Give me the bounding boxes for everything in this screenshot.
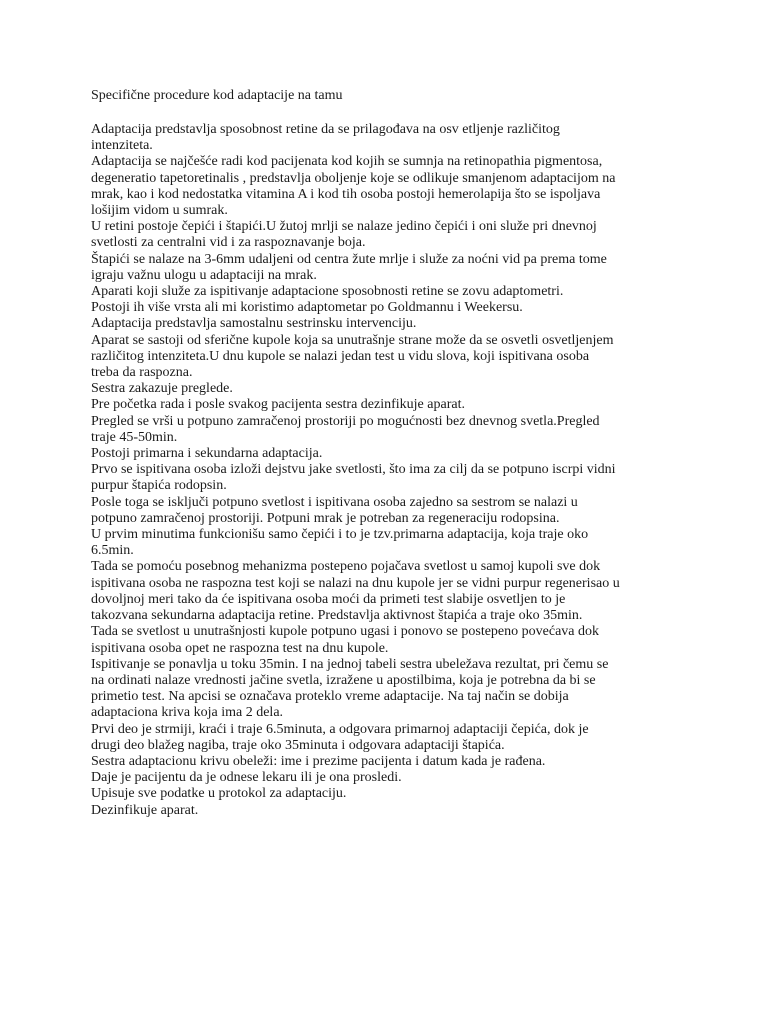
paragraph-line: primetio test. Na apcisi se označava proteklo vreme adaptacije. Na taj način se dobija bbox=[91, 689, 569, 705]
paragraph-line: traje 45-50min. bbox=[91, 429, 178, 445]
paragraph-line: Pregled se vrši u potpuno zamračenoj prostoriji po mogućnosti bez dnevnog svetla.Pregled bbox=[91, 413, 600, 429]
paragraph-line: Tada se pomoću posebnog mehanizma postepeno pojačava svetlost u samoj kupoli sve dok bbox=[91, 559, 601, 575]
paragraph bbox=[91, 527, 691, 559]
paragraph-line: Tada se svetlost u unutrašnjosti kupole potpuno ugasi i ponovo se postepeno povećava dok bbox=[91, 624, 599, 640]
paragraph-line: igraju važnu ulogu u adaptaciji na mrak. bbox=[91, 267, 317, 283]
paragraph bbox=[91, 397, 691, 413]
paragraph bbox=[91, 722, 691, 754]
paragraph bbox=[91, 657, 691, 722]
paragraph-line: 6.5min. bbox=[91, 543, 134, 559]
paragraph-line: potpuno zamračenoj prostoriji. Potpuni mrak je potreban za regeneraciju rodopsina. bbox=[91, 510, 560, 526]
paragraph-line: treba da raspozna. bbox=[91, 365, 193, 381]
paragraph bbox=[91, 284, 691, 300]
paragraph-line: Sestra zakazuje preglede. bbox=[91, 381, 233, 397]
paragraph-line: degeneratio tapetoretinalis , predstavlja oboljenje koje se odlikuje smanjenom adaptacijom na bbox=[91, 170, 616, 186]
paragraph bbox=[91, 300, 691, 316]
paragraph-line: U prvim minutima funkcionišu samo čepići i to je tzv.primarna adaptacija, koja traje oko bbox=[91, 527, 589, 543]
paragraph-line: Upisuje sve podatke u protokol za adaptaciju. bbox=[91, 786, 347, 802]
paragraph bbox=[91, 219, 691, 251]
paragraph-line: Dezinfikuje aparat. bbox=[91, 802, 199, 818]
paragraph-line: lošijim vidom u sumrak. bbox=[91, 203, 228, 219]
paragraph bbox=[91, 154, 691, 219]
paragraph-line: svetlosti za centralni vid i za raspoznavanje boja. bbox=[91, 235, 366, 251]
paragraph bbox=[91, 333, 691, 382]
paragraph bbox=[91, 446, 691, 462]
paragraph-line: Sestra adaptacionu krivu obeleži: ime i prezime pacijenta i datum kada je rađena. bbox=[91, 753, 546, 769]
paragraph bbox=[91, 252, 691, 284]
paragraph-line: intenziteta. bbox=[91, 138, 153, 154]
paragraph bbox=[91, 770, 691, 786]
paragraph-line: ispitivana osoba opet ne raspozna test na dnu kupole. bbox=[91, 640, 389, 656]
paragraph-line: U retini postoje čepići i štapići.U žutoj mrlji se nalaze jedino čepići i oni služe pri dnevnoj bbox=[91, 219, 597, 235]
paragraph bbox=[91, 754, 691, 770]
paragraph-line: Ispitivanje se ponavlja u toku 35min. I na jednoj tabeli sestra ubeležava rezultat, pri čemu se bbox=[91, 656, 609, 672]
paragraph-line: Posle toga se isključi potpuno svetlost i ispitivana osoba zajedno sa sestrom se nalazi u bbox=[91, 494, 578, 510]
paragraph bbox=[91, 624, 691, 656]
paragraph bbox=[91, 414, 691, 446]
paragraph-line: Postoji primarna i sekundarna adaptacija. bbox=[91, 446, 323, 462]
paragraph-line: takozvana sekundarna adaptacija retine. Predstavlja aktivnost štapića a traje oko 35min. bbox=[91, 608, 583, 624]
paragraph-line: Adaptacija predstavlja samostalnu sestrinsku intervenciju. bbox=[91, 316, 417, 332]
paragraph bbox=[91, 786, 691, 802]
paragraph-line: drugi deo blažeg nagiba, traje oko 35minuta i odgovara adaptaciji štapića. bbox=[91, 737, 505, 753]
paragraph-line: Pre početka rada i posle svakog pacijenta sestra dezinfikuje aparat. bbox=[91, 397, 465, 413]
paragraph bbox=[91, 495, 691, 527]
paragraph-line: ispitivana osoba ne raspozna test koji se nalazi na dnu kupole jer se vidni purpur regenerisao u bbox=[91, 575, 620, 591]
paragraph-line: na ordinati nalaze vrednosti jačine svetla, izražene u apostilbima, koja je potrebna da bi se bbox=[91, 672, 596, 688]
paragraph-line: Daje je pacijentu da je odnese lekaru ili je ona prosledi. bbox=[91, 770, 402, 786]
paragraph-line: Aparat se sastoji od sferične kupole koja sa unutrašnje strane može da se osvetli osvetljenjem bbox=[91, 332, 614, 348]
paragraph-line: purpur štapića rodopsin. bbox=[91, 478, 227, 494]
document-title: Specifične procedure kod adaptacije na tamu bbox=[91, 88, 343, 103]
paragraph-line: Adaptacija se najčešće radi kod pacijenata kod kojih se sumnja na retinopathia pigmentosa, bbox=[91, 154, 603, 170]
paragraph-line: dovoljnoj meri tako da će ispitivana osoba moći da primeti test slabije osvetljen to je bbox=[91, 591, 566, 607]
paragraph-line: Postoji ih više vrsta ali mi koristimo adaptometar po Goldmannu i Weekersu. bbox=[91, 300, 523, 316]
paragraph-line: Prvo se ispitivana osoba izloži dejstvu jake svetlosti, što ima za cilj da se potpuno iscrpi vidni bbox=[91, 462, 616, 478]
paragraph-line: Prvi deo je strmiji, kraći i traje 6.5minuta, a odgovara primarnoj adaptaciji čepića, dok je bbox=[91, 721, 589, 737]
paragraph bbox=[91, 316, 691, 332]
paragraph-line: mrak, kao i kod nedostatka vitamina A i kod tih osoba postoji hemerolapija što se ispoljava bbox=[91, 186, 601, 202]
paragraph-line: Adaptacija predstavlja sposobnost retine da se prilagođava na osv etljenje različitog bbox=[91, 122, 560, 137]
document-body bbox=[91, 122, 691, 819]
paragraph bbox=[91, 462, 691, 494]
paragraph-line: različitog intenziteta.U dnu kupole se nalazi jedan test u vidu slova, koji ispitivana osoba bbox=[91, 348, 590, 364]
paragraph-line: Aparati koji služe za ispitivanje adaptacione sposobnosti retine se zovu adaptometri. bbox=[91, 284, 564, 300]
paragraph bbox=[91, 803, 691, 819]
paragraph bbox=[91, 122, 691, 154]
paragraph-line: adaptaciona kriva koja ima 2 dela. bbox=[91, 705, 284, 721]
paragraph bbox=[91, 559, 691, 624]
paragraph-line: Štapići se nalaze na 3-6mm udaljeni od centra žute mrlje i služe za noćni vid pa prema tome bbox=[91, 251, 607, 267]
paragraph bbox=[91, 381, 691, 397]
